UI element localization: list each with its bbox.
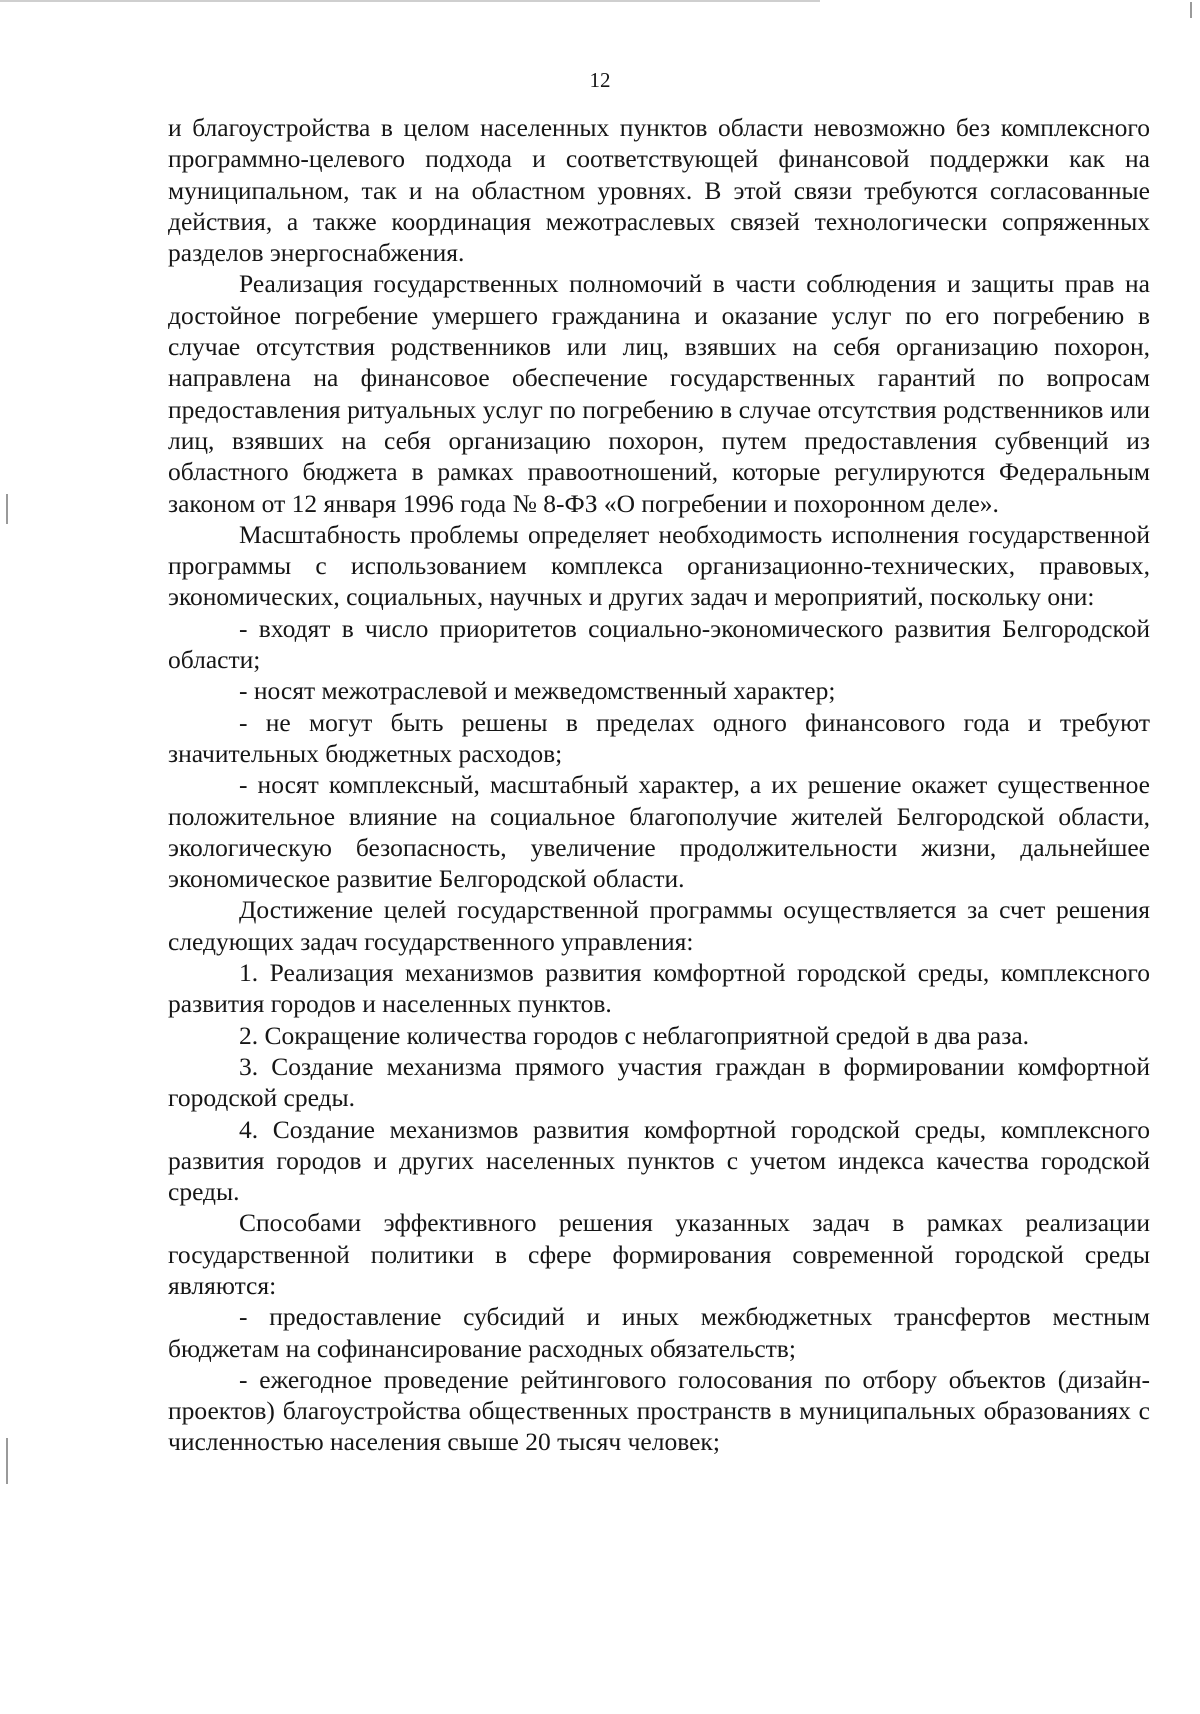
scan-edge-line <box>0 0 820 2</box>
list-item: - носят межотраслевой и межведомственный характер; <box>239 676 836 706</box>
numbered-item: 2. Сокращение количества городов с неблагоприятной средой в два раза. <box>239 1020 1030 1050</box>
scan-margin-mark <box>6 1438 8 1484</box>
scan-margin-mark <box>6 494 8 524</box>
paragraph: Масштабность проблемы определяет необходимость исполнения государственной программы с использованием комплекса организационно-технических, правовых, экономических, социальных, научных и других задач и мероприятий, поскольку они: <box>168 519 1150 612</box>
list-item: - носят комплексный, масштабный характер, а их решение окажет существенное положительное влияние на социальное благополучие жителей Белгородской области, экологическую безопасность, увеличение продолжительности жизни, дальнейшее экономическое развитие Белгородской области. <box>168 770 1150 894</box>
paragraph: Достижение целей государственной программы осуществляется за счет решения следующих задач государственного управления: <box>168 895 1150 956</box>
list-item: - ежегодное проведение рейтингового голосования по отбору объектов (дизайн-проектов) благоустройства общественных пространств в муниципальных образованиях с численностью населения свыше 20 тысяч человек; <box>168 1364 1150 1457</box>
paragraph: Реализация государственных полномочий в части соблюдения и защиты прав на достойное погребение умершего гражданина и оказание услуг по его погребению в случае отсутствия родственников или лиц, взявших на себя организацию похорон, направлена на финансовое обеспечение государственных гарантий по вопросам предоставления ритуальных услуг по погребению в случае отсутствия родственников или лиц, взявших на себя организацию похорон, путем предоставления субвенций из областного бюджета в рамках правоотношений, которые регулируются Федеральным законом от 12 января 1996 года № 8-ФЗ «О погребении и похоронном деле». <box>168 269 1150 518</box>
scan-corner-mark <box>1190 2 1192 18</box>
numbered-item: 1. Реализация механизмов развития комфортной городской среды, комплексного развития городов и населенных пунктов. <box>168 958 1150 1019</box>
numbered-item: 4. Создание механизмов развития комфортной городской среды, комплексного развития городов и других населенных пунктов с учетом индекса качества городской среды. <box>168 1114 1150 1207</box>
paragraph-continuation: и благоустройства в целом населенных пунктов области невозможно без комплексного программно-целевого подхода и соответствующей финансовой поддержки как на муниципальном, так и на областном уровнях. В этой связи требуются согласованные действия, а также координация межотраслевых связей технологически сопряженных разделов энергоснабжения. <box>168 113 1150 268</box>
list-item: - не могут быть решены в пределах одного финансового года и требуют значительных бюджетных расходов; <box>168 707 1150 768</box>
list-item: - входят в число приоритетов социально-экономического развития Белгородской области; <box>168 613 1150 675</box>
document-body <box>168 112 1150 1458</box>
paragraph: Способами эффективного решения указанных задач в рамках реализации государственной политики в сфере формирования современной городской среды являются: <box>168 1208 1150 1300</box>
numbered-item: 3. Создание механизма прямого участия граждан в формировании комфортной городской среды. <box>168 1051 1150 1113</box>
page-number: 12 <box>589 68 611 92</box>
list-item: - предоставление субсидий и иных межбюджетных трансфертов местным бюджетам на софинансирование расходных обязательств; <box>168 1302 1150 1363</box>
